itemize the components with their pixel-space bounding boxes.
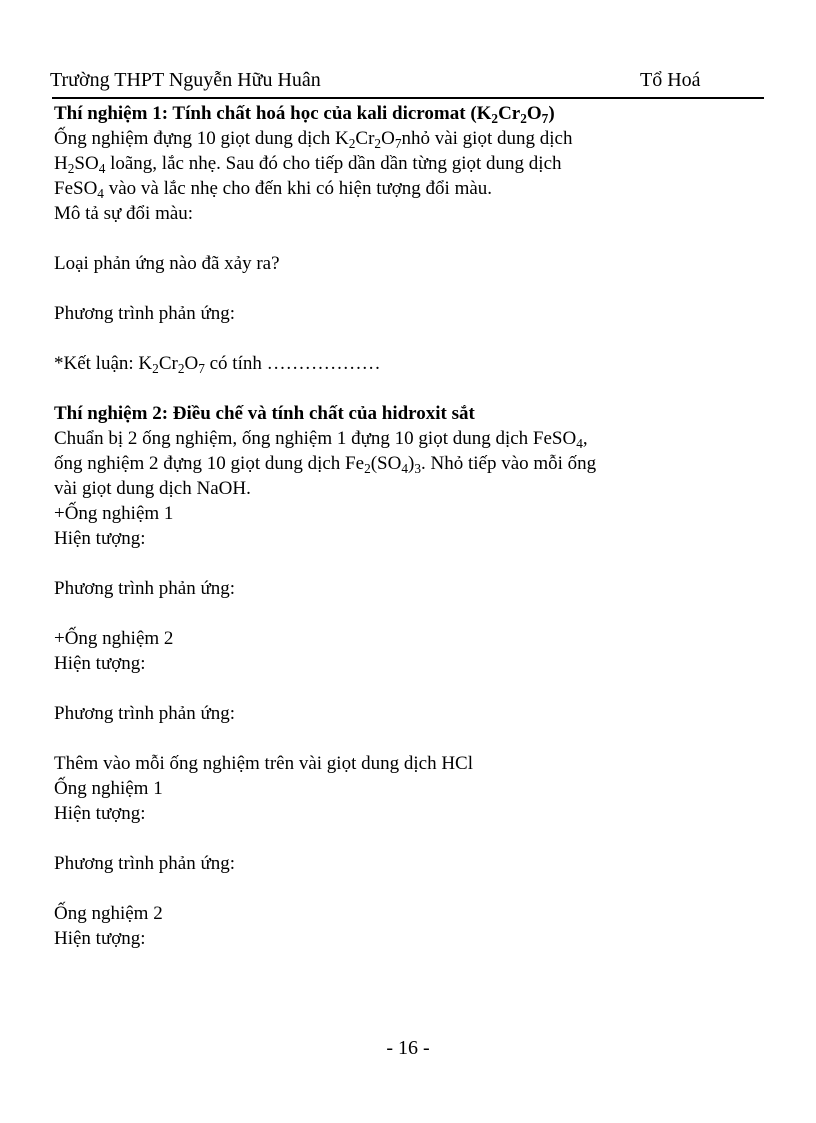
exp2-line-3: vài giọt dung dịch NaOH. (54, 478, 251, 499)
exp1-describe-label: Mô tả sự đổi màu: (54, 203, 194, 224)
exp1-conclusion: *Kết luận: $K_2Cr_2O_7$ có tính ……………… (54, 353, 381, 376)
exp2-tube1-heading: +Ống nghiệm 1 (54, 503, 174, 524)
exp2-add-hcl-instruction: Thêm vào mỗi ống nghiệm trên vài giọt dung dịch HCl (54, 753, 473, 774)
exp1-line-3: FeSO$_4$ vào và lắc nhẹ cho đến khi có hiện tượng đổi màu. (54, 178, 493, 201)
document-body (54, 101, 764, 951)
exp1-equation-label: Phương trình phản ứng: (54, 303, 236, 324)
exp2-hcl-tube2-phenomenon-label: Hiện tượng: (54, 928, 146, 949)
header-rule (52, 97, 764, 99)
exp2-tube2-phenomenon-label: Hiện tượng: (54, 653, 146, 674)
exp2-tube1-phenomenon-label: Hiện tượng: (54, 528, 146, 549)
exp2-tube2-equation-label: Phương trình phản ứng: (54, 703, 236, 724)
exp2-hcl-tube1-phenomenon-label: Hiện tượng: (54, 803, 146, 824)
header-school: Trường THPT Nguyễn Hữu Huân (50, 69, 321, 91)
exp2-tube2-heading: +Ống nghiệm 2 (54, 628, 174, 649)
exp1-title-formula: $(K_2Cr_2O_7)$ (470, 103, 555, 126)
exp1-line-1: Ống nghiệm đựng 10 giọt dung dịch $K_2Cr_2O_7nhỏ$ vài giọt dung dịch (54, 128, 573, 151)
exp2-hcl-tube1-heading: Ống nghiệm 1 (54, 778, 163, 799)
header-department: Tổ Hoá (640, 69, 701, 91)
exp2-line-1: Chuẩn bị 2 ống nghiệm, ống nghiệm 1 đựng 10 giọt dung dịch FeSO$_4$, (54, 428, 588, 451)
exp2-hcl-tube2-heading: Ống nghiệm 2 (54, 903, 163, 924)
exp2-tube1-equation-label: Phương trình phản ứng: (54, 578, 236, 599)
exp1-title: Thí nghiệm 1: Tính chất hoá học của kali dicromat $(K_2Cr_2O_7)$ (54, 103, 555, 126)
page-number: - 16 - (386, 1037, 430, 1059)
exp1-reaction-type-label: Loại phản ứng nào đã xảy ra? (54, 253, 280, 274)
exp1-line-2: $H_2SO_4$ loãng, lắc nhẹ. Sau đó cho tiếp dần dần từng giọt dung dịch (54, 153, 562, 176)
exp2-title: Thí nghiệm 2: Điều chế và tính chất của hidroxit sắt (54, 403, 475, 424)
exp2-line-2: ống nghiệm 2 đựng 10 giọt dung dịch $Fe_2(SO_4)_3$. Nhỏ tiếp vào mỗi ống (54, 453, 597, 476)
exp2-hcl-tube1-equation-label: Phương trình phản ứng: (54, 853, 236, 874)
